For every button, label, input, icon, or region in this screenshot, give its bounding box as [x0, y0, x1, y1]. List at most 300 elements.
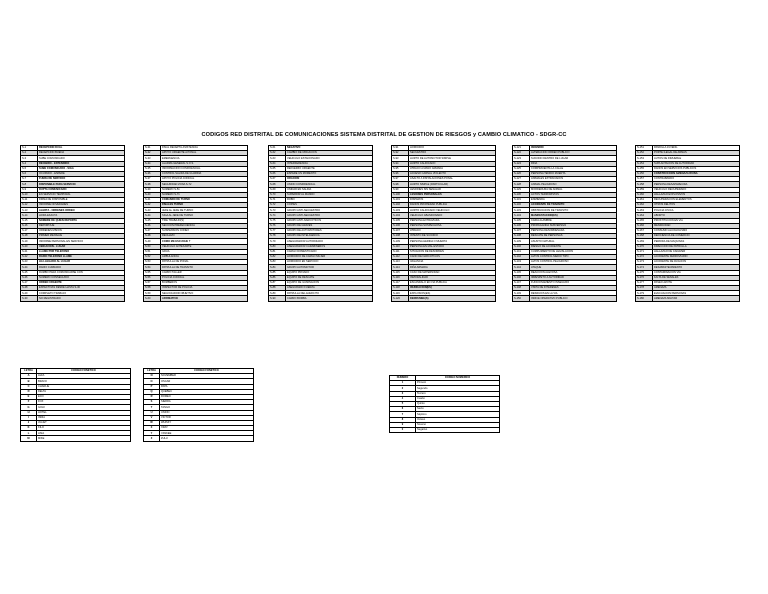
code-cell: S-180: [636, 296, 653, 301]
meaning-cell: ASALTO A INSTALACIONES PONAL: [409, 177, 496, 182]
meaning-cell: ROBO: [286, 197, 373, 202]
code-cell: S-112: [392, 254, 409, 259]
code-cell: S-71: [269, 197, 286, 202]
table-row: [513, 296, 617, 301]
code-cell: S-78: [269, 234, 286, 239]
code-cell: S-150: [513, 296, 530, 301]
number-cell: 5: [390, 401, 416, 406]
meaning-cell: NUMERO S-71: [161, 192, 248, 197]
code-cell: S-6: [21, 171, 38, 176]
code-cell: S-114: [392, 265, 409, 270]
phonetic-code-cell: UNION: [160, 410, 254, 415]
meaning-cell: RESIDUOS EN LA VIA: [530, 291, 617, 296]
meaning-cell: NEGATIVO: [286, 146, 373, 151]
code-cell: S-125: [513, 166, 530, 171]
meaning-cell: FUNCIONAMIENTO INSEGURO: [530, 280, 617, 285]
meaning-cell: ASUNTO NATURAL: [530, 239, 617, 244]
code-cell: S-173: [636, 260, 653, 265]
code-cell: S-69: [269, 187, 286, 192]
code-cell: S-23: [21, 260, 38, 265]
code-cell: S-27: [21, 280, 38, 285]
code-table-5: [512, 145, 617, 302]
code-cell: S-33: [144, 156, 161, 161]
meaning-cell: NEGOCIADOR OBJETIVO: [161, 291, 248, 296]
letter-cell: Y: [144, 431, 160, 436]
meaning-cell: DAÑOS PROPIEDAD PUBLICA: [409, 203, 496, 208]
meaning-cell: ACCIDENTE DE AVIACION: [653, 260, 740, 265]
meaning-cell: DEFICIENCIA DE COMERCIO: [653, 234, 740, 239]
letter-cell: L: [21, 431, 37, 436]
meaning-cell: DIRECCION DE PATRULLA: [653, 244, 740, 249]
code-cell: S-39: [144, 187, 161, 192]
code-cell: S-136: [513, 223, 530, 228]
meaning-cell: SUPLANTACION DE AUTORIDAD: [653, 161, 740, 166]
phonetic-code-table-a-m: [20, 368, 131, 442]
numeric-code-cell: Segundo: [416, 386, 500, 391]
phonetic-code-cell: INDIA: [37, 415, 131, 420]
meaning-cell: ATRACO: [409, 229, 496, 234]
code-cell: S-72: [269, 203, 286, 208]
meaning-cell: VISITA DE INTERESES: [530, 286, 617, 291]
code-cell: S-122: [513, 151, 530, 156]
meaning-cell: SIGA AL JEFE DE TURNO: [161, 213, 248, 218]
meaning-cell: PANDILLA JUVENIL: [653, 146, 740, 151]
code-cell: S-19: [21, 239, 38, 244]
number-cell: 2: [390, 386, 416, 391]
meaning-cell: LESIONES SIN SEÑALAR: [409, 187, 496, 192]
code-cell: S-106: [392, 223, 409, 228]
code-table-4: [391, 145, 496, 302]
code-cell: S-48: [144, 234, 161, 239]
meaning-cell: VEHICULO ABANDONADO: [409, 213, 496, 218]
meaning-cell: INFORME NOVEDADES: [38, 203, 125, 208]
phonetic-code-cell: QUEBEC: [160, 389, 254, 394]
meaning-cell: PERSONA EXTRAVIADA: [409, 218, 496, 223]
letter-cell: O: [144, 379, 160, 384]
code-cell: S-43: [144, 208, 161, 213]
column-header-numeric-code: CODIGO NUMERICO: [416, 376, 500, 381]
meaning-cell: NOMBRE DE QUIEN REPORTA: [38, 218, 125, 223]
code-cell: S-128: [513, 182, 530, 187]
meaning-cell: PERDIDA DE MAQUINAS: [653, 239, 740, 244]
letter-cell: A: [21, 374, 37, 379]
code-cell: S-64: [269, 161, 286, 166]
meaning-cell: PATRULLA DEL EJERCITO: [286, 291, 373, 296]
phonetic-code-cell: MIKE: [37, 436, 131, 441]
code-cell: S-51: [144, 249, 161, 254]
meaning-cell: UBICACION - LUGAR: [38, 244, 125, 249]
code-cell: S-177: [636, 280, 653, 285]
meaning-cell: RECHAZO: [161, 234, 248, 239]
meaning-cell: CONTRABANDO: [653, 177, 740, 182]
meaning-cell: CAIDA ALAMBRE: [530, 218, 617, 223]
column-header-letter: LETRA: [144, 369, 160, 374]
meaning-cell: DESABASTECIMIENTO: [653, 265, 740, 270]
meaning-cell: EVACUACION PERSONAS: [653, 291, 740, 296]
number-cell: 8: [390, 417, 416, 422]
code-cell: S-67: [269, 177, 286, 182]
meaning-cell: BOMBEROS: [161, 280, 248, 285]
code-cell: S-55: [144, 270, 161, 275]
meaning-cell: PERSONA DESORDENADA: [530, 229, 617, 234]
code-cell: S-45: [144, 218, 161, 223]
code-cell: S-105: [392, 218, 409, 223]
code-cell: S-90: [269, 296, 286, 301]
meaning-cell: GRUPO ANTI-NARCOTICOS: [286, 218, 373, 223]
code-cell: S-148: [513, 286, 530, 291]
code-cell: S-4: [21, 161, 38, 166]
meaning-cell: ORDENES MISION: [38, 229, 125, 234]
code-cell: S-111: [392, 249, 409, 254]
meaning-cell: ASEGURADOR AUTORIZADO: [286, 239, 373, 244]
meaning-cell: HOMICIDIO: [409, 146, 496, 151]
code-cell: S-35: [144, 166, 161, 171]
table-row: [269, 296, 373, 301]
code-cell: S-56: [144, 275, 161, 280]
code-cell: S-110: [392, 244, 409, 249]
code-cell: S-115: [392, 270, 409, 275]
code-cell: S-11: [21, 197, 38, 202]
code-cell: S-160: [636, 192, 653, 197]
meaning-cell: RECEPCION DUAL: [38, 146, 125, 151]
phonetic-code-cell: DELTA: [37, 389, 131, 394]
meaning-cell: ANIMAL PELIGROSO: [530, 182, 617, 187]
code-cell: S-2: [21, 151, 38, 156]
code-cell: S-37: [144, 177, 161, 182]
code-cell: S-98: [392, 182, 409, 187]
meaning-cell: PASEO AZOTE: [653, 280, 740, 285]
phonetic-code-cell: ROMEO: [160, 394, 254, 399]
meaning-cell: DISPONIBLE PARA SERVICIO: [38, 182, 125, 187]
code-cell: S-124: [513, 161, 530, 166]
meaning-cell: SEGURIDAD ZONA S-72: [161, 182, 248, 187]
code-cell: S-174: [636, 265, 653, 270]
meaning-cell: LLAME POR TELEFONO: [38, 249, 125, 254]
code-cell: S-95: [392, 166, 409, 171]
letter-cell: R: [144, 394, 160, 399]
phonetic-code-cell: XRAY: [160, 426, 254, 431]
meaning-cell: RIÑA ARMADA: [409, 265, 496, 270]
letter-cell: Z: [144, 436, 160, 441]
phonetic-code-cell: HOTEL: [37, 410, 131, 415]
code-cell: S-73: [269, 208, 286, 213]
code-cell: S-70: [269, 192, 286, 197]
code-cell: S-153: [636, 156, 653, 161]
code-cell: S-74: [269, 213, 286, 218]
meaning-cell: CAMBIO DE UBICACION: [286, 151, 373, 156]
meaning-cell: PATRULLA DE TRANSITO: [161, 265, 248, 270]
table-row: [392, 296, 496, 301]
code-cell: S-159: [636, 187, 653, 192]
meaning-cell: CONTAMINACION VIA: [653, 270, 740, 275]
meaning-cell: DERRUMBE(S): [409, 296, 496, 301]
meaning-cell: GRUPO DE AUTOMOTORES: [286, 229, 373, 234]
meaning-cell: AMENAZA MILITAR: [653, 296, 740, 301]
letter-cell: C: [21, 384, 37, 389]
meaning-cell: HORA EXACTA: [38, 213, 125, 218]
phonetic-code-cell: YANKEE: [160, 431, 254, 436]
meaning-cell: COMPRAVENTA LA CALLE: [530, 166, 617, 171]
code-cell: S-130: [513, 192, 530, 197]
code-cell: S-108: [392, 234, 409, 239]
meaning-cell: OBSTRUCCION DE TRANSITO: [530, 208, 617, 213]
meaning-cell: GRUPO DE INTELIGENCIA: [286, 234, 373, 239]
meaning-cell: INTERFERENCIA: [286, 161, 373, 166]
meaning-cell: INMORALIDAD: [409, 275, 496, 280]
meaning-cell: ESPERE UN MOMENTO: [286, 171, 373, 176]
meaning-cell: HOMICIDIO EN SERVICIO: [286, 260, 373, 265]
phonetic-code-cell: SIERRA: [160, 400, 254, 405]
meaning-cell: INSPECTOR DE POLICIA: [161, 286, 248, 291]
meaning-cell: HOMICIDIO DE CARGO MUJER: [286, 254, 373, 259]
code-cell: S-30: [21, 296, 38, 301]
phonetic-code-cell: OSCAR: [160, 379, 254, 384]
code-cell: S-141: [513, 249, 530, 254]
code-cell: S-88: [269, 286, 286, 291]
meaning-cell: CONTROL SALIDA DE GUARDIA: [161, 171, 248, 176]
code-cell: S-99: [392, 187, 409, 192]
code-cell: S-123: [513, 156, 530, 161]
code-cell: S-155: [636, 166, 653, 171]
code-cell: S-49: [144, 239, 161, 244]
code-cell: S-146: [513, 275, 530, 280]
meaning-cell: REPORTAJE: [38, 223, 125, 228]
meaning-cell: PATRULLA DE PONAL: [161, 260, 248, 265]
code-cell: S-68: [269, 182, 286, 187]
code-cell: S-81: [269, 249, 286, 254]
code-cell: S-161: [636, 197, 653, 202]
code-cell: S-120: [392, 296, 409, 301]
meaning-cell: GRUPO DE GRAVES: [286, 223, 373, 228]
meaning-cell: PROSTITUCION EN VIA: [653, 218, 740, 223]
meaning-cell: REFUERZO URGENTE: [286, 166, 373, 171]
code-cell: S-57: [144, 280, 161, 285]
meaning-cell: TIRE TRABAJO(S): [161, 218, 248, 223]
meaning-cell: COMPLETO TRABAJO: [38, 291, 125, 296]
code-cell: S-142: [513, 254, 530, 259]
meaning-cell: INFORMACION CONFIDENCIAL: [161, 166, 248, 171]
code-cell: S-60: [144, 296, 161, 301]
meaning-cell: INCENDIO: [530, 146, 617, 151]
meaning-cell: CARRO BOMBA: [286, 296, 373, 301]
meaning-cell: VEHICULO ESTACIONADO: [286, 156, 373, 161]
letter-cell: U: [144, 410, 160, 415]
code-cell: S-54: [144, 265, 161, 270]
code-cell: S-38: [144, 182, 161, 187]
meaning-cell: SUBE COMUNICADO: [38, 156, 125, 161]
meaning-cell: CUMPLIMIENTO DE LEGISLACION: [530, 249, 617, 254]
letter-cell: S: [144, 400, 160, 405]
meaning-cell: CARGO DOMESTICADO: [286, 249, 373, 254]
meaning-cell: INUNDACION(ES): [409, 286, 496, 291]
code-cell: S-158: [636, 182, 653, 187]
code-cell: S-84: [269, 265, 286, 270]
meaning-cell: APOYO POLICIA JUDICIAL: [161, 177, 248, 182]
code-cell: S-164: [636, 213, 653, 218]
meaning-cell: ACCIDENTE DE TRANSITO: [530, 203, 617, 208]
code-cell: S-85: [269, 270, 286, 275]
code-cell: S-82: [269, 254, 286, 259]
meaning-cell: PERSONA TENIDO MUERTA: [530, 171, 617, 176]
phonetic-code-cell: KILO: [37, 426, 131, 431]
phonetic-code-cell: TANGO: [160, 405, 254, 410]
code-cell: S-79: [269, 239, 286, 244]
code-cell: S-143: [513, 260, 530, 265]
meaning-cell: ACCESO CARNAL VIOLENTO: [409, 171, 496, 176]
meaning-cell: FINAL RECEPTA ASISTENCIA: [161, 146, 248, 151]
meaning-cell: RECIBIDO - ENTENDIDO: [38, 161, 125, 166]
meaning-cell: EXPECTIVAS DESDE HASTA S-30: [38, 286, 125, 291]
meaning-cell: AMBULANCIA: [161, 254, 248, 259]
meaning-cell: ENMIENDA: [530, 197, 617, 202]
meaning-cell: POLICIA JUDICIAL: [161, 275, 248, 280]
meaning-cell: ORACION: [286, 177, 373, 182]
column-header-phonetic-code: CODIGO FONETICO: [37, 369, 131, 374]
meaning-cell: SECUESTRO: [409, 151, 496, 156]
meaning-cell: PERSONA SOSPECHOSA: [409, 223, 496, 228]
meaning-cell: EQUIPO DE RESCATE: [286, 275, 373, 280]
phonetic-code-cell: JULIET: [37, 420, 131, 425]
code-cell: S-97: [392, 177, 409, 182]
phonetic-code-cell: BRAVO: [37, 379, 131, 384]
meaning-cell: MENDICIDAD: [653, 223, 740, 228]
code-cell: S-132: [513, 203, 530, 208]
code-cell: S-179: [636, 291, 653, 296]
meaning-cell: AFIRMATIVO: [161, 296, 248, 301]
meaning-cell: MANIFESTACION(ES): [530, 213, 617, 218]
code-cell: S-135: [513, 218, 530, 223]
code-cell: S-139: [513, 239, 530, 244]
code-cell: S-178: [636, 286, 653, 291]
code-cell: S-138: [513, 234, 530, 239]
code-cell: S-176: [636, 275, 653, 280]
code-cell: S-17: [21, 229, 38, 234]
code-cell: S-131: [513, 197, 530, 202]
numeric-code-cell: Cuarto: [416, 396, 500, 401]
meaning-cell: DISPAROS: [409, 197, 496, 202]
meaning-cell: PROPAGANDA SUBVERSIVA: [530, 223, 617, 228]
code-cell: S-50: [144, 244, 161, 249]
phonetic-code-cell: ZULU: [160, 436, 254, 441]
meaning-cell: APOYO URGENTE A PONAL: [161, 151, 248, 156]
phonetic-code-cell: VICTOR: [160, 415, 254, 420]
meaning-cell: POLICIA CIVICA: [653, 208, 740, 213]
code-cell: S-12: [21, 203, 38, 208]
letter-cell: V: [144, 415, 160, 420]
phonetic-code-cell: CHARLIE: [37, 384, 131, 389]
meaning-cell: FINALES TURNO: [161, 203, 248, 208]
number-cell: 0: [390, 427, 416, 432]
code-cell: S-40: [144, 192, 161, 197]
table-row: [21, 296, 125, 301]
column-header-letter: LETRA: [21, 369, 37, 374]
meaning-cell: EQUIPO PRIVADO: [286, 270, 373, 275]
letter-cell: N: [144, 374, 160, 379]
code-cell: S-24: [21, 265, 38, 270]
code-cell: S-175: [636, 270, 653, 275]
meaning-cell: SUPERIOR AL MANDO: [286, 192, 373, 197]
code-table-3: [268, 145, 373, 302]
numeric-code-cell: Quinto: [416, 401, 500, 406]
meaning-cell: CONSTRUCCION AMENAZA RUINA: [653, 171, 740, 176]
code-cell: S-7: [21, 177, 38, 182]
meaning-cell: RUMBO PARA COMUNICARSE CON: [38, 270, 125, 275]
code-cell: S-1: [21, 146, 38, 151]
meaning-cell: RIESGO DE ACCIDENTE: [530, 244, 617, 249]
meaning-cell: FALTA DE SENALES: [653, 275, 740, 280]
code-cell: S-52: [144, 254, 161, 259]
code-cell: S-133: [513, 208, 530, 213]
meaning-cell: EQUIPO DE ILUMINACION: [286, 280, 373, 285]
meaning-cell: CAÑO DE NARCOTICOS: [409, 254, 496, 259]
letter-cell: E: [21, 394, 37, 399]
code-cell: S-129: [513, 187, 530, 192]
code-cell: S-28: [21, 286, 38, 291]
code-cell: S-145: [513, 270, 530, 275]
code-cell: S-25: [21, 270, 38, 275]
number-cell: 7: [390, 412, 416, 417]
letter-cell: M: [21, 436, 37, 441]
document-title: CODIGOS RED DISTRITAL DE COMUNICACIONES SISTEMA DISTRITAL DE GESTION DE RIESGOS y CAMBIO CLIMATICO - SDGR-CC: [201, 132, 567, 138]
phonetic-code-cell: ECO: [37, 394, 131, 399]
code-cell: S-22: [21, 254, 38, 259]
meaning-cell: HURTO DE AUTOMOTOR SIMPLE: [409, 156, 496, 161]
meaning-cell: ASEGURADOR CARABINEROS: [286, 244, 373, 249]
code-cell: S-53: [144, 260, 161, 265]
code-cell: S-86: [269, 275, 286, 280]
code-cell: S-58: [144, 286, 161, 291]
meaning-cell: INTENTO DE SUICIDIO: [409, 234, 496, 239]
letter-cell: Q: [144, 389, 160, 394]
letter-cell: K: [21, 426, 37, 431]
meaning-cell: EN SERVICIO TEMPORAL: [38, 192, 125, 197]
table-row: [390, 427, 500, 432]
code-cell: S-34: [144, 161, 161, 166]
meaning-cell: HURTO CALIFICADO VEHICULO: [409, 208, 496, 213]
code-cell: S-8: [21, 182, 38, 187]
code-cell: S-44: [144, 213, 161, 218]
phonetic-code-cell: GOLF: [37, 405, 131, 410]
code-cell: S-47: [144, 229, 161, 234]
meaning-cell: PRIMER MENSAJE: [38, 234, 125, 239]
meaning-cell: AMENAZA: [653, 286, 740, 291]
code-cell: S-14: [21, 213, 38, 218]
meaning-cell: HALLAZGO DE CADAVER: [653, 249, 740, 254]
letter-cell: X: [144, 426, 160, 431]
numeric-code-cell: Negativo: [416, 427, 500, 432]
code-cell: S-21: [21, 249, 38, 254]
meaning-cell: INDICE OPERATIVO PUBLICO: [530, 296, 617, 301]
code-cell: S-65: [269, 166, 286, 171]
code-cell: S-118: [392, 286, 409, 291]
code-cell: S-93: [392, 156, 409, 161]
letter-cell: H: [21, 410, 37, 415]
meaning-cell: GRUA: [161, 249, 248, 254]
code-cell: S-116: [392, 275, 409, 280]
meaning-cell: INFORME PERSONAL EN SERVICIO: [38, 239, 125, 244]
meaning-cell: SUICIDIO DENTRO DE LUGAR: [530, 156, 617, 161]
code-cell: S-9: [21, 187, 38, 192]
code-cell: S-109: [392, 239, 409, 244]
code-cell: S-149: [513, 291, 530, 296]
meaning-cell: PORTE ILEGAL DE ARMAS: [653, 151, 740, 156]
code-cell: S-18: [21, 234, 38, 239]
letter-cell: D: [21, 389, 37, 394]
code-cell: S-16: [21, 223, 38, 228]
meaning-cell: UNION CONFIDENCIAL: [286, 182, 373, 187]
meaning-cell: ASEGURADO FUERZA: [286, 286, 373, 291]
code-cell: S-170: [636, 244, 653, 249]
